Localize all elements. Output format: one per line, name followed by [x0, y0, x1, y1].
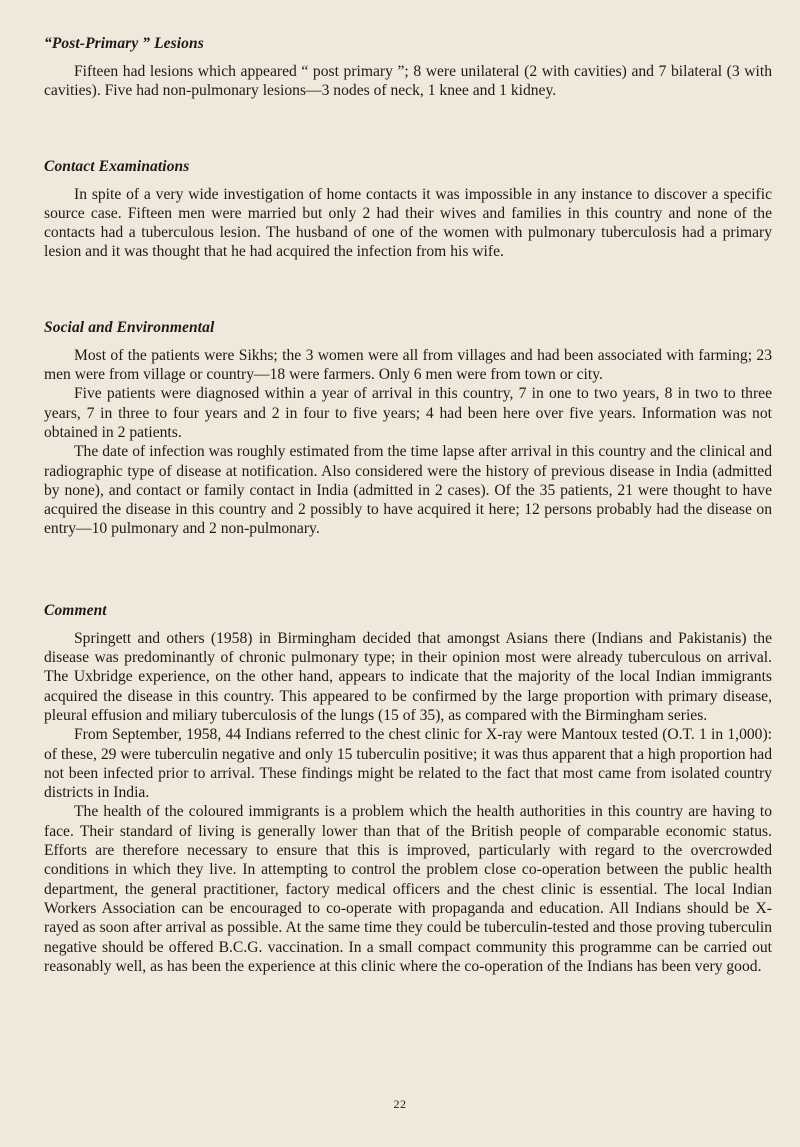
section-heading: “Post-Primary ” Lesions [44, 35, 204, 52]
page-number: 22 [393, 1097, 407, 1111]
section-post-primary-lesions [44, 34, 772, 101]
section-heading: Contact Examinations [44, 157, 190, 175]
section-heading: Comment [44, 601, 107, 619]
paragraph: From September, 1958, 44 Indians referred to the chest clinic for X-ray were Mantoux tested (O.T. 1 in 1,000): of these, 29 were tuberculin negative and only 15 tuberculin positive; it was thus apparent that a high proportion had not been infected prior to arrival. These findings might be related to the fact that most came from isolated country districts in India. [44, 726, 772, 802]
paragraph: The health of the coloured immigrants is a problem which the health authorities in this country are having to face. Their standard of living is generally lower than that of the British people of comparable economic status. Efforts are therefore necessary to ensure that this is improved, particularly with regard to the overcrowded conditions in which they live. In attempting to control the problem close co-operation between the public health department, the general practitioner, factory medical officers and the chest clinic is essential. The local Indian Workers Association can be encouraged to co-operate with propaganda and education. All Indians should be X-rayed as soon after arrival as possible. At the same time they could be tuberculin-tested and those proving tuberculin negative should be offered B.C.G. vaccination. In a small compact community this programme can be carried out reasonably well, as has been the experience at this clinic where the co-operation of the Indians has been very good. [44, 803, 772, 975]
section-social-environmental [44, 318, 772, 539]
paragraph: In spite of a very wide investigation of home contacts it was impossible in any instance to discover a specific source case. Fifteen men were married but only 2 had their wives and families in this country and none of the contacts had a tuberculous lesion. The husband of one of the women with pulmonary tuberculosis had a primary lesion and it was thought that he had acquired the infection from his wife. [44, 185, 772, 261]
paragraph: Fifteen had lesions which appeared “ post primary ”; 8 were unilateral (2 with cavities) and 7 bilateral (3 with cavities). Five had non-pulmonary lesions—3 nodes of neck, 1 knee and 1 kidney. [44, 63, 772, 100]
paragraph: Most of the patients were Sikhs; the 3 women were all from villages and had been associated with farming; 23 men were from village or country—18 were farmers. Only 6 men were from town or city. [44, 346, 772, 384]
document-page [44, 34, 772, 976]
paragraph: The date of infection was roughly estimated from the time lapse after arrival in this country and the clinical and radiographic type of disease at notification. Also considered were the history of previous disease in India (admitted by none), and contact or family contact in India (admitted in 2 cases). Of the 35 patients, 21 were thought to have acquired the disease in this country and 2 possibly to have acquired it here; 12 persons probably had the disease on entry—10 pulmonary and 2 non-pulmonary. [44, 443, 772, 538]
section-comment [44, 601, 772, 976]
paragraph: Five patients were diagnosed within a year of arrival in this country, 7 in one to two years, 8 in two to three years, 7 in three to four years and 2 in four to five years; 4 had been here over five years. Information was not obtained in 2 patients. [44, 385, 772, 441]
paragraph: Springett and others (1958) in Birmingham decided that amongst Asians there (Indians and Pakistanis) the disease was predominantly of chronic pulmonary type; in their opinion most were already tuberculous on arrival. The Uxbridge experience, on the other hand, appears to indicate that the majority of the local Indian immigrants acquired the disease in this country. This appeared to be confirmed by the large proportion with primary disease, pleural effusion and miliary tuberculosis of the lungs (15 of 35), as compared with the Birmingham series. [44, 629, 772, 724]
section-contact-examinations [44, 157, 772, 262]
section-heading: Social and Environmental [44, 318, 215, 336]
